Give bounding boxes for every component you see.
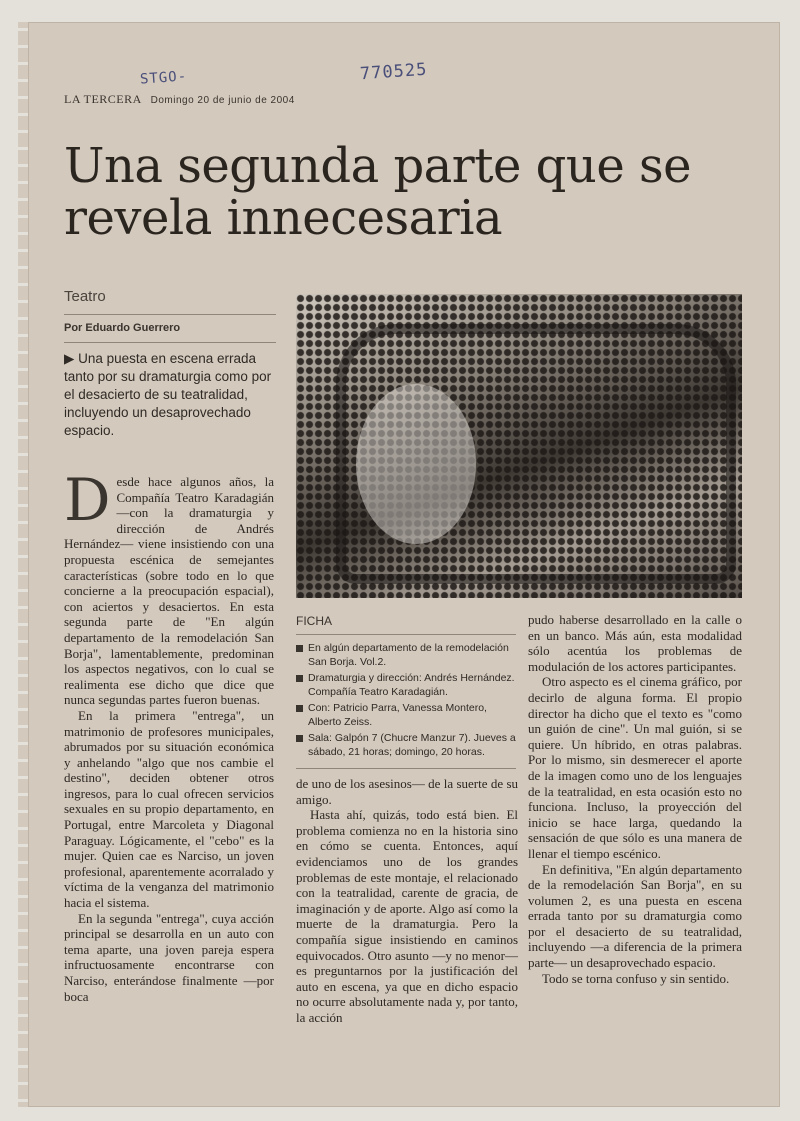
issue-date: Domingo 20 de junio de 2004 xyxy=(150,95,295,106)
info-box-item: Dramaturgia y dirección: Andrés Hernández. Compañía Teatro Karadagián. xyxy=(296,672,518,699)
divider xyxy=(296,634,516,635)
info-box-list xyxy=(296,642,518,762)
byline: Por Eduardo Guerrero xyxy=(64,322,181,334)
divider xyxy=(296,768,516,769)
info-box-item: En algún departamento de la remodelación San Borja. Vol.2. xyxy=(296,642,518,669)
paragraph: pudo haberse desarrollado en la calle o en un banco. Más aún, esta modalidad sólo acentúa los problemas de modulación de los actores participantes. xyxy=(528,612,742,674)
headline: Una segunda parte que se revela innecesaria xyxy=(64,138,692,246)
column-3 xyxy=(528,612,742,1072)
paragraph: Todo se torna confuso y sin sentido. xyxy=(542,970,730,986)
column-2 xyxy=(296,776,518,1066)
masthead xyxy=(64,92,295,107)
paper-name: LA TERCERA xyxy=(64,92,142,106)
section-label: Teatro xyxy=(64,288,106,305)
paragraph: En definitiva, "En algún departamento de la remodelación San Borja", en su volumen 2, es una puesta en escena errada tanto por su dramaturgia como por el desacierto de su teatralidad, incluyendo —a diferencia de la primera parte— un desaprovechado espacio. xyxy=(528,861,742,971)
drop-cap: D xyxy=(64,466,111,534)
paragraph: Otro aspecto es el cinema gráfico, por decirlo de alguna forma. El propio director ha dicho que el texto es "como un guión de cine". Un mal guión, si se quiere. Un híbrido, en otras palabras. Por lo mismo, sin desmerecer el aporte de la imagen como uno de los lenguajes de la teatralidad, en esta ocasión esto no funciona. Incluso, la proyección del inicio se hace larga, quedando la sensación de que sólo es una manera de llenar el tiempo escénico. xyxy=(528,674,742,861)
paragraph: Hasta ahí, quizás, todo está bien. El problema comienza no en la historia sino en cómo se cuenta. Entonces, aquí evidenciamos uno de los grandes problemas de este montaje, el relacionado con la teatralidad, carente de gracia, de imaginación y de aporte. Algo así como la muerte de la dramaturgia. Pero la compañía sigue insistiendo en caminos equivocados. Otro asunto —y no menor— es preguntarnos por la justificación del auto en escena, ya que en dicho espacio no ocurre absolutamente nada y, por tanto, la acción xyxy=(296,807,518,1025)
article-photo xyxy=(296,294,742,598)
handwritten-note-left: STGO- xyxy=(139,68,188,88)
paragraph: En la primera "entrega", un matrimonio de profesores municipales, abrumados por su situación económica y anhelando "algo que nos cambie el destino", deciden obtener otros ingresos, para lo cual ofrecen servicios sexuales en su propio departamento, en Portugal, entre Marcoleta y Diagonal Paraguay. Lógicamente, el "cebo" es la mujer. Quien cae es Narciso, un joven profesional, aparentemente acorralado y víctima de la venganza del matrimonio hacia el sistema. xyxy=(64,707,274,911)
divider xyxy=(64,314,276,315)
lead-summary: ▶ Una puesta en escena errada tanto por su dramaturgia como por el desacierto de su teatralidad, incluyendo un desaprovechado espacio. xyxy=(64,351,272,438)
info-box-item: Con: Patricio Parra, Vanessa Montero, Alberto Zeiss. xyxy=(296,702,518,729)
divider xyxy=(64,342,276,343)
column-1 xyxy=(64,466,274,1074)
paragraph: En la segunda "entrega", cuya acción principal se desarrolla en un auto con tema aparte, una joven pareja espera infructuosamente encontrarse con Narciso, enterándose finalmente —por boca xyxy=(64,910,274,1004)
paragraph: de uno de los asesinos— de la suerte de su amigo. xyxy=(296,776,518,807)
paragraph: Desde hace algunos años, la Compañía Teatro Karadagián —con la dramaturgia y dirección de Andrés Hernández— viene insistiendo con una propuesta escénica de semejantes características (sobre todo en lo que concierne a la preocupación espacial), con aciertos y desaciertos. En esta segunda parte de "En algún departamento de la remodelación San Borja", lamentablemente, predominan los aspectos negativos, con lo cual se realimenta ese dicho que dice que nunca segundas partes fueron buenas. xyxy=(64,466,274,708)
handwritten-note-right: 770525 xyxy=(359,59,429,85)
info-box-title: FICHA xyxy=(296,614,332,628)
info-box-item: Sala: Galpón 7 (Chucre Manzur 7). Jueves a sábado, 21 horas; domingo, 20 horas. xyxy=(296,732,518,759)
